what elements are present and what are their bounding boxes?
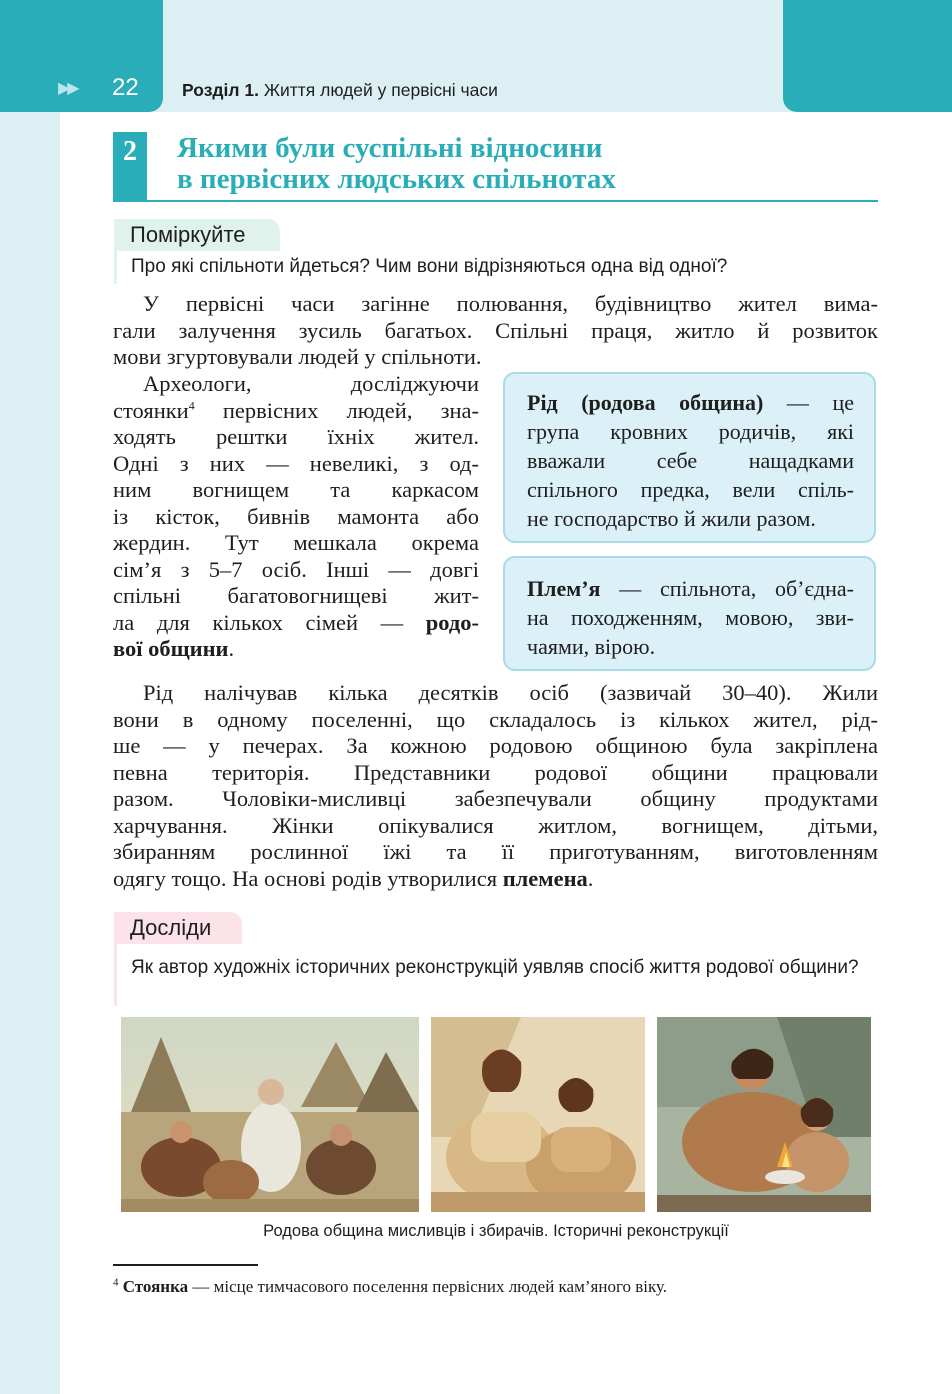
text-line: гали залучення зусиль багатьох. Спільні праця, житло й розвиток	[113, 317, 878, 343]
term-stoyanka: стоянки	[113, 397, 189, 423]
text-line: спільні багатовогнищеві жит-	[113, 583, 479, 608]
intro-paragraph	[113, 291, 878, 371]
chapter-label: Розділ 1.	[182, 80, 259, 100]
definition-line: Плем’я — спільнота, об’єдна-	[527, 576, 854, 601]
definition-line: Рід (родова община) — це	[527, 390, 854, 415]
footnote-text: — місце тимчасового поселення первісних людей кам’яного віку.	[188, 1277, 668, 1296]
left-margin-band	[0, 0, 60, 1394]
text-fragment: ла для кількох сімей —	[113, 609, 426, 635]
bold-term: племена	[502, 865, 588, 891]
definition-line: не господарство й жили разом.	[527, 506, 816, 531]
text-fragment: первісних людей, зна-	[194, 397, 479, 423]
footnote-ref: 4	[188, 398, 195, 412]
text-line	[113, 398, 479, 425]
chapter-title: Життя людей у первісні часи	[258, 80, 498, 100]
text-line	[113, 610, 479, 637]
section-number: 2	[113, 132, 147, 200]
chapter-heading	[182, 80, 498, 101]
section-title-line: в первісних людських спільнотах	[177, 163, 616, 195]
definition-box-plemya	[503, 556, 876, 671]
text-line: із кісток, бивнів мамонта або	[113, 503, 479, 529]
text-line: Одні з них — невеликі, з од-	[113, 450, 479, 476]
text-line: ше — у печерах. За кожною родовою общиною була закріплена	[113, 733, 878, 758]
page-tab-right	[783, 0, 952, 112]
think-label: Поміркуйте	[114, 219, 280, 251]
definition-term: Плем’я	[527, 576, 601, 601]
definition-line: спільного предка, вели спіль-	[527, 477, 854, 502]
illustration-man-and-child-fire	[657, 1017, 871, 1212]
text-line: ходять рештки їхніх жител.	[113, 424, 479, 449]
definition-box-rid	[503, 372, 876, 543]
definition-line: на походженням, мовою, зви-	[527, 605, 854, 630]
illustration-women-sewing	[431, 1017, 645, 1212]
text-line: сім’я з 5–7 осіб. Інші — довгі	[113, 556, 479, 582]
think-bar	[114, 251, 117, 284]
text-line: У первісні часи загінне полювання, будівництво жител вима-	[143, 291, 878, 316]
left-column-paragraph	[113, 371, 479, 663]
text-line: мови згуртовували людей у спільноти.	[113, 344, 482, 369]
think-question: Про які спільноти йдеться? Чим вони відрізняються одна від одної?	[131, 256, 728, 277]
bold-term: родо-	[425, 609, 479, 635]
section-title	[177, 133, 877, 195]
text-line: збиранням рослинної їжі та її приготуванням, виготовленням	[113, 839, 878, 864]
footnote-term: Стоянка	[122, 1277, 189, 1296]
definition-line: вважали себе нащадками	[527, 448, 854, 473]
main-paragraph	[113, 680, 878, 892]
text-line: вої общини.	[113, 636, 235, 661]
text-line: жердин. Тут мешкала окрема	[113, 530, 479, 555]
footnote	[113, 1277, 667, 1297]
definition-line: група кровних родичів, які	[527, 419, 854, 444]
footnote-mark: 4	[113, 1276, 119, 1289]
explore-question: Як автор художніх історичних реконструкцій уявляв спосіб життя родової общини?	[131, 957, 859, 978]
text-line: одягу тощо. На основі родів утворилися племена.	[113, 865, 594, 891]
definition-term: Рід (родова община)	[527, 390, 764, 415]
text-line: Археологи, досліджуючи	[143, 371, 479, 396]
text-line: разом. Чоловіки-мисливці забезпечували общину продуктами	[113, 786, 878, 811]
footnote-divider	[113, 1264, 258, 1266]
explore-bar	[114, 944, 117, 1006]
title-divider	[113, 200, 878, 202]
page-number: 22	[112, 74, 139, 101]
illustration-camp-scene	[121, 1017, 419, 1212]
double-arrow-icon: ▶▶	[58, 78, 77, 97]
bold-term: вої общини	[113, 636, 229, 661]
definition-line: чаями, вірою.	[527, 634, 656, 659]
text-line: Рід налічував кілька десятків осіб (зазвичай 30–40). Жили	[143, 680, 878, 705]
text-line: ним вогнищем та каркасом	[113, 477, 479, 502]
illustration-caption: Родова община мисливців і збирачів. Історичні реконструкції	[263, 1222, 729, 1240]
section-title-line: Якими були суспільні відносини	[177, 132, 603, 164]
explore-label: Досліди	[114, 912, 242, 944]
text-line: певна територія. Представники родової общини працювали	[113, 759, 878, 785]
text-line: вони в одному поселенні, що складалось із кількох жител, рід-	[113, 706, 878, 732]
text-line: харчування. Жінки опікувалися житлом, вогнищем, дітьми,	[113, 812, 878, 838]
